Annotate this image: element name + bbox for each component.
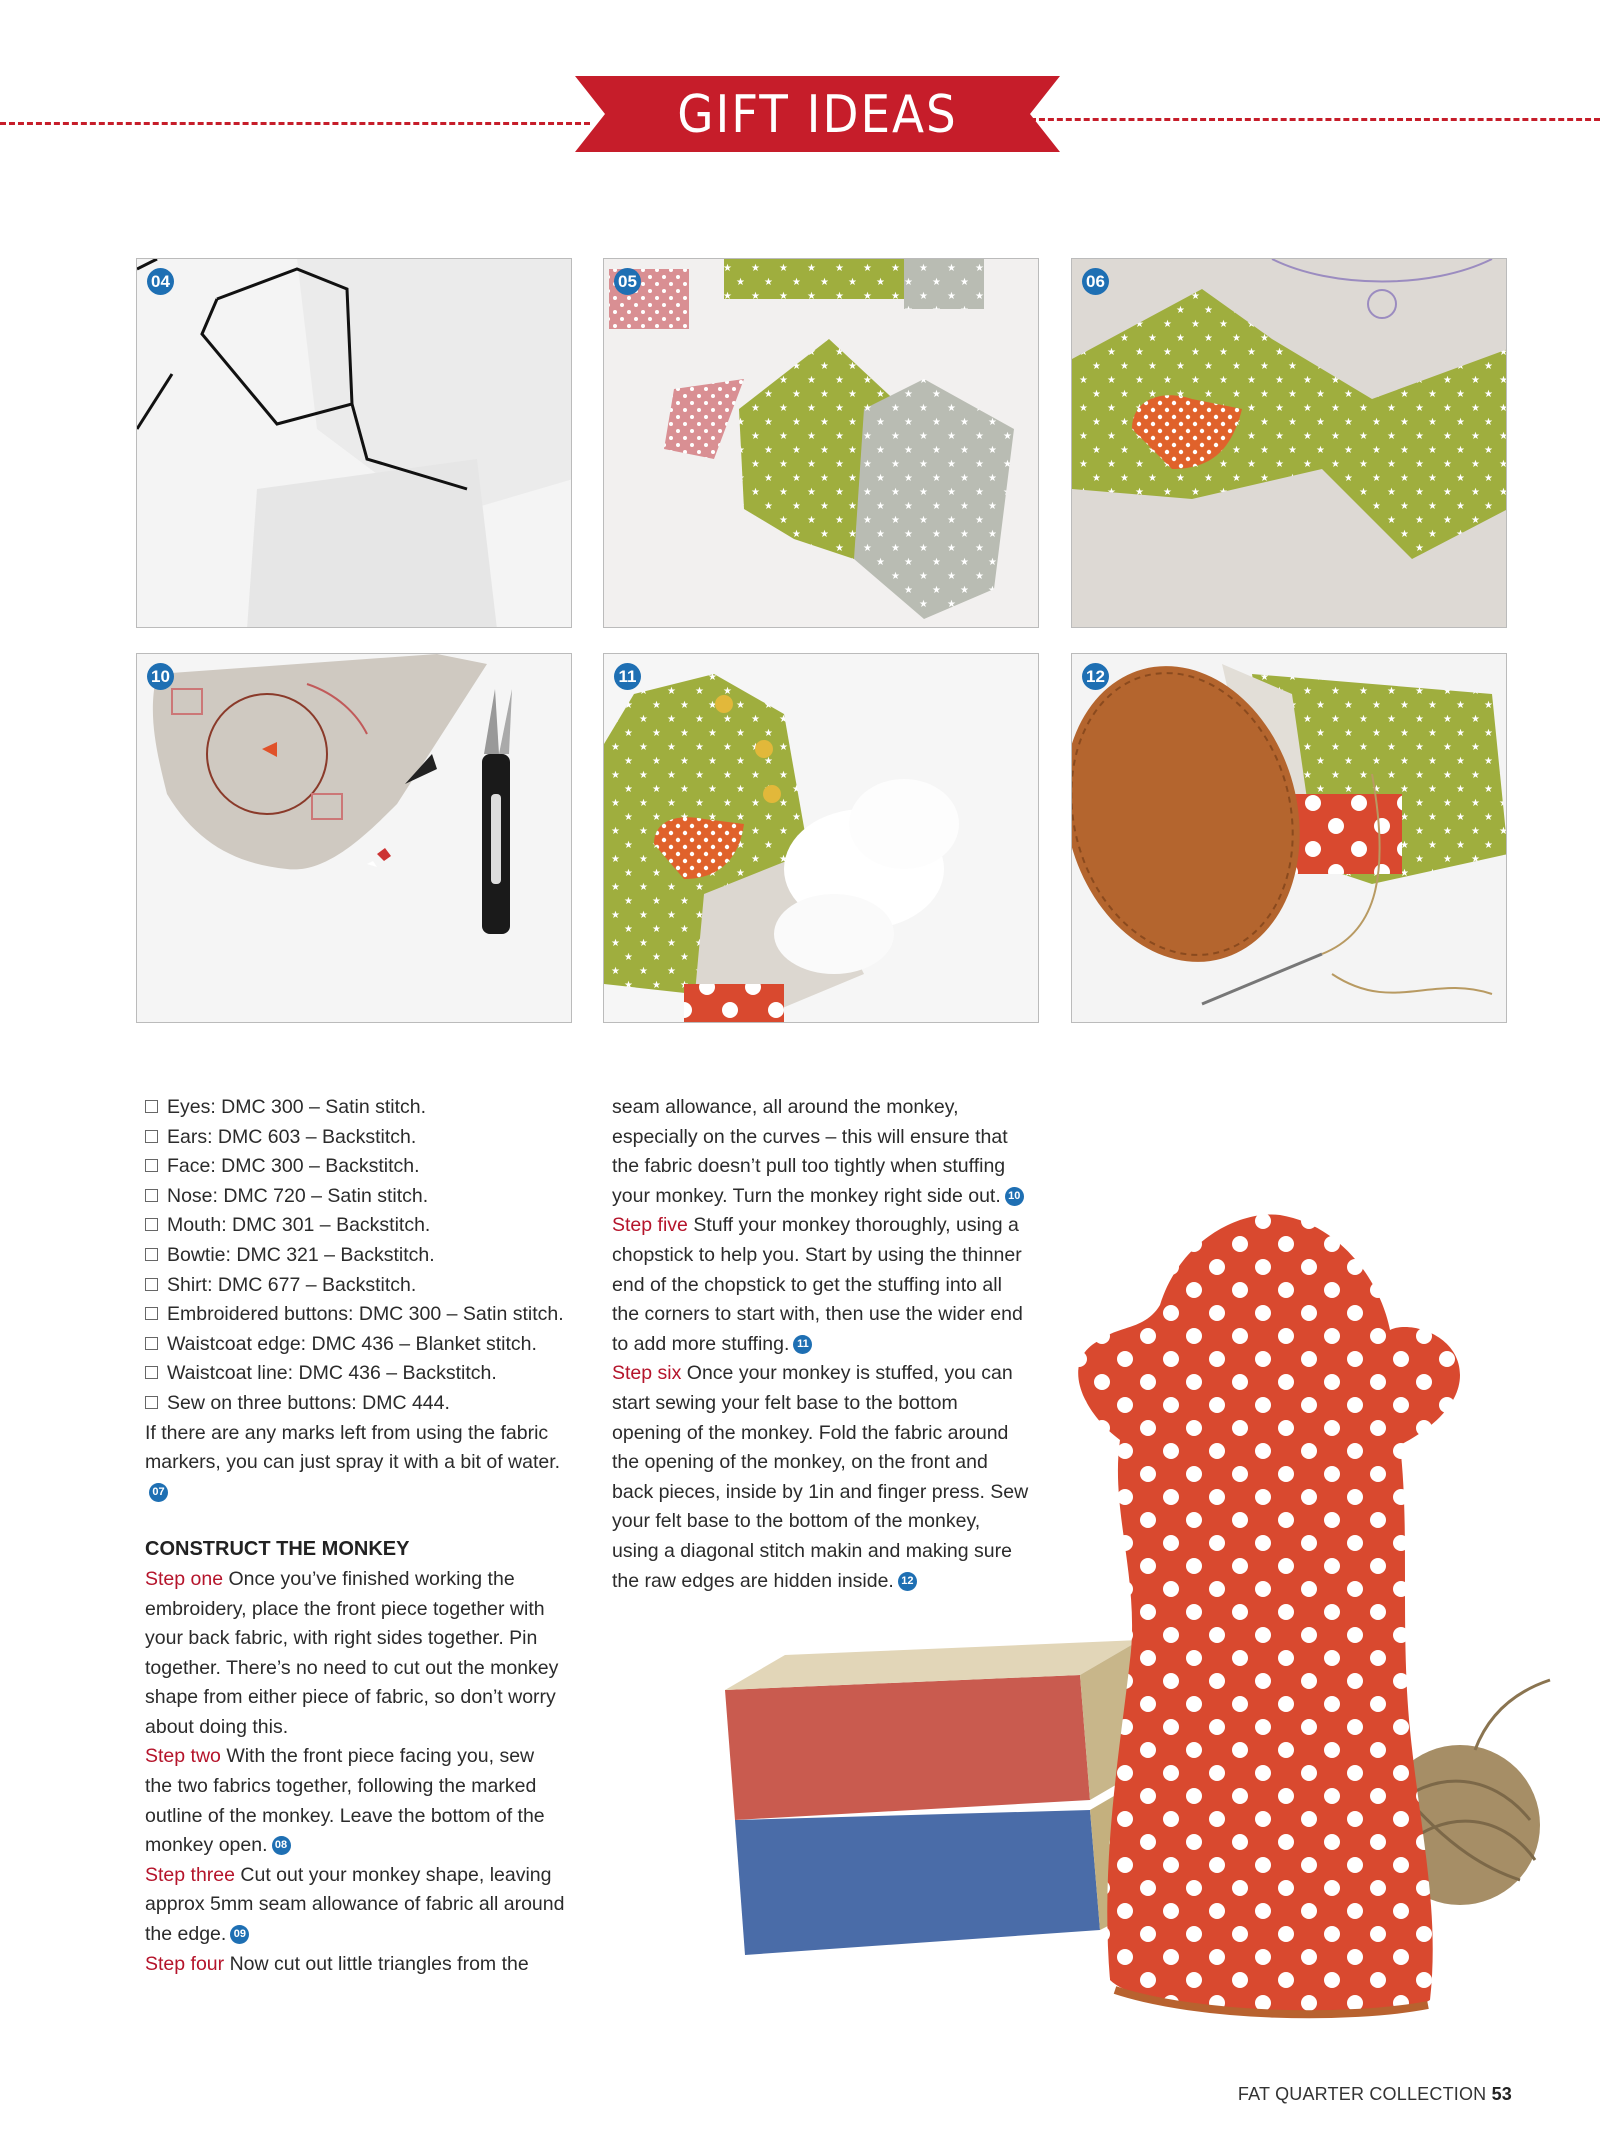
photo-ref-badge: 12: [898, 1572, 917, 1591]
header-dashed-line-right: [1030, 118, 1600, 121]
checklist-item: Mouth: DMC 301 – Backstitch.: [145, 1211, 565, 1241]
markers-note-text: If there are any marks left from using the fabric markers, you can just spray it with a bit of water.: [145, 1421, 561, 1474]
checklist-item: Embroidered buttons: DMC 300 – Satin stitch.: [145, 1300, 565, 1330]
step-text: Stuff your monkey thoroughly, using a chopstick to help you. Start by using the thinner end of the chopstick to get the stuffing into all the corners to start with, then use the wider end to add more stuffing.: [612, 1214, 1023, 1355]
header-dashed-line-left: [0, 122, 590, 125]
photo-number-badge: 12: [1082, 663, 1109, 690]
step-text: Now cut out little triangles from the: [229, 1952, 529, 1975]
embroidered-face-and-snips-illustration: [137, 654, 572, 1023]
step-label: Step four: [145, 1952, 225, 1975]
photo-number-badge: 06: [1082, 268, 1109, 295]
step-photo-06: [1071, 258, 1507, 628]
photo-ref-badge: 09: [230, 1925, 249, 1944]
photo-number-badge: 04: [147, 268, 174, 295]
stuffing-the-monkey-illustration: [604, 654, 1039, 1023]
red-book: [725, 1640, 1150, 1820]
step-photo-12: [1071, 653, 1507, 1023]
step-photo-05: [603, 258, 1039, 628]
checklist-item: Bowtie: DMC 321 – Backstitch.: [145, 1241, 565, 1271]
photo-ref-badge: 10: [1005, 1187, 1024, 1206]
section-heading: CONSTRUCT THE MONKEY: [145, 1538, 410, 1561]
photo-ref-badge: 11: [793, 1335, 812, 1354]
step-paragraph: [145, 1950, 565, 1980]
photo-number-badge: 10: [147, 663, 174, 690]
step-label: Step three: [145, 1863, 235, 1886]
step-photo-10: [136, 653, 572, 1023]
step-label: Step two: [145, 1745, 221, 1768]
step-text: Once your monkey is stuffed, you can start sewing your felt base to the bottom opening of the monkey. Fold the fabric around the opening of the monkey, on the front and back pieces, inside by 1in and finger press. Sew your felt base to the bottom of the monkey, using a diagonal stitch makin and making sure the raw edges are hidden inside.: [612, 1362, 1029, 1592]
monkey-doorstop: [1078, 1214, 1460, 2013]
continuation-paragraph: [612, 1093, 1032, 1211]
checklist-item: Sew on three buttons: DMC 444.: [145, 1389, 565, 1419]
step-photo-04: [136, 258, 572, 628]
step-paragraph: [145, 1565, 565, 1743]
checklist-item: Eyes: DMC 300 – Satin stitch.: [145, 1093, 565, 1123]
step-label: Step one: [145, 1567, 224, 1590]
cut-fabric-pieces-illustration: [604, 259, 1039, 628]
checklist-item: Ears: DMC 603 – Backstitch.: [145, 1123, 565, 1153]
step-paragraph: [145, 1742, 565, 1860]
text-column-left: [145, 1093, 565, 1979]
page-number: 53: [1491, 2084, 1512, 2104]
appliqued-pocket-illustration: [1072, 259, 1507, 628]
page-footer: [1238, 2084, 1512, 2105]
felt-base-sewing-illustration: [1072, 654, 1507, 1023]
tracing-paper-illustration: [137, 259, 572, 628]
photo-ref-badge: 07: [149, 1483, 168, 1502]
photo-number-badge: 05: [614, 268, 641, 295]
photo-number-badge: 11: [614, 663, 641, 690]
photo-ref-badge: 08: [272, 1836, 291, 1855]
continuation-text: seam allowance, all around the monkey, especially on the curves – this will ensure that the fabric doesn’t pull too tightly when stuffing your monkey. Turn the monkey right side out.: [612, 1096, 1008, 1207]
checklist-item: Waistcoat edge: DMC 436 – Blanket stitch.: [145, 1330, 565, 1360]
banner-title: GIFT IDEAS: [677, 85, 958, 145]
checklist-item: Face: DMC 300 – Backstitch.: [145, 1152, 565, 1182]
step-label: Step five: [612, 1214, 688, 1237]
publication-name: FAT QUARTER COLLECTION: [1237, 2084, 1487, 2104]
checklist-item: Nose: DMC 720 – Satin stitch.: [145, 1182, 565, 1212]
checklist-item: Shirt: DMC 677 – Backstitch.: [145, 1271, 565, 1301]
step-text: With the front piece facing you, sew the two fabrics together, following the marked outline of the monkey. Leave the bottom of the monkey open.: [145, 1745, 545, 1857]
checklist-item: Waistcoat line: DMC 436 – Backstitch.: [145, 1359, 565, 1389]
monkey-doorstop-photo: [700, 1210, 1560, 2030]
step-photo-11: [603, 653, 1039, 1023]
step-text: Once you’ve finished working the embroidery, place the front piece together with your back fabric, with right sides together. Pin together. There’s no need to cut out the monkey shape from either piece of fabric, so don’t worry about doing this.: [145, 1567, 559, 1738]
step-text: Cut out your monkey shape, leaving approx 5mm seam allowance of fabric all around the edge.: [145, 1863, 565, 1946]
step-label: Step six: [612, 1362, 682, 1385]
step-paragraph: [145, 1861, 565, 1950]
markers-note: [145, 1419, 565, 1508]
